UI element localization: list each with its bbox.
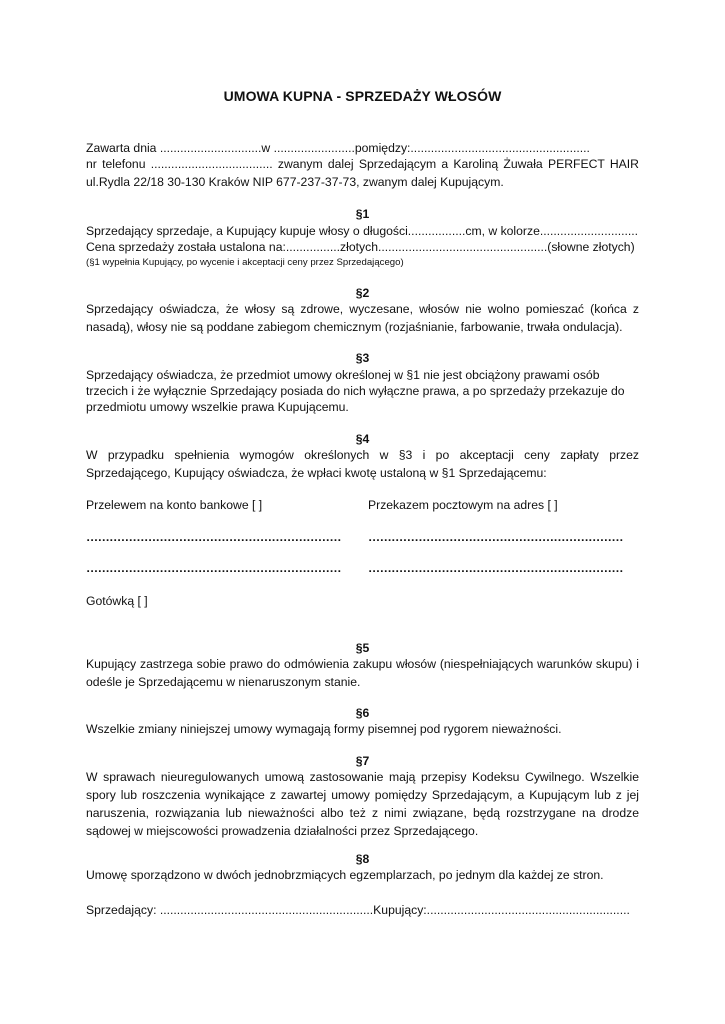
section-6-text: Wszelkie zmiany niniejszej umowy wymagają formy pisemnej pod rygorem nieważności. xyxy=(86,722,562,736)
section-5-text: Kupujący zastrzega sobie prawo do odmówienia zakupu włosów (niespełniających warunków skupu) i odeśle je Sprzedającemu w nienaruszonym stanie. xyxy=(86,657,639,689)
intro-line-1: Zawarta dnia ..............................w ........................pomiędzy:..................................................... xyxy=(86,141,590,155)
postal-address-line-1: ………………………………………………………… xyxy=(368,530,623,544)
payment-option-postal: Przekazem pocztowym na adres [ ] xyxy=(368,498,558,512)
section-6-heading: §6 xyxy=(355,706,370,720)
payment-option-cash: Gotówką [ ] xyxy=(86,594,148,608)
section-2-text: Sprzedający oświadcza, że włosy są zdrowe, wyczesane, włosów nie wolno pomieszać (końca z nasadą), włosy nie są poddane zabiegom chemicznym (rozjaśnianie, farbowanie, trwała ondulacja). xyxy=(86,302,639,334)
section-5-heading: §5 xyxy=(355,641,370,655)
section-7-heading: §7 xyxy=(355,754,370,768)
section-1-line-1: Sprzedający sprzedaje, a Kupujący kupuje włosy o długości.................cm, w kolorze............................. xyxy=(86,224,639,238)
section-3-heading: §3 xyxy=(355,351,370,365)
section-1-line-2: Cena sprzedaży została ustalona na:................złotych..................................................(słowne złotych) xyxy=(86,240,635,254)
section-3-line-2: trzecich i że wyłącznie Sprzedający posiada do nich wyłączne prawa, a po sprzedaży przekazuje do xyxy=(86,384,625,398)
intro-line-2: nr telefonu .................................... zwanym dalej Sprzedającym a Karoliną Żuwała PERFECT HAIR ul.Rydla 22/18 30-130 Kraków NIP 677-237-37-73, zwanym dalej Kupującym. xyxy=(86,157,639,189)
bank-account-line-2: ………………………………………………………… xyxy=(86,561,341,575)
section-8-text: Umowę sporządzono w dwóch jednobrzmiących egzemplarzach, po jednym dla każdej ze stron. xyxy=(86,868,604,882)
contract-page xyxy=(86,0,639,1024)
section-3-line-3: przedmiotu umowy wszelkie prawa Kupującemu. xyxy=(86,400,349,414)
section-3-line-1: Sprzedający oświadcza, że przedmiot umowy określonej w §1 nie jest obciążony prawami osób xyxy=(86,368,600,382)
section-7-text: W sprawach nieuregulowanych umową zastosowanie mają przepisy Kodeksu Cywilnego. Wszelkie spory lub roszczenia wynikające z zawartej umowy pomiędzy Sprzedającym, a Kupującym lub z jej naruszenia, rozwiązania lub nieważności albo też z nimi związane, będą rozstrzygane na drodze sądowej w miejscowości prowadzenia działalności przez Sprzedającego. xyxy=(86,770,639,838)
section-4-heading: §4 xyxy=(355,432,370,446)
postal-address-line-2: ………………………………………………………… xyxy=(368,561,623,575)
signatures-line: Sprzedający: ...............................................................Kupujący:............................................................ xyxy=(86,903,630,917)
section-1-heading: §1 xyxy=(355,207,370,221)
section-2-heading: §2 xyxy=(355,286,370,300)
section-8-heading: §8 xyxy=(355,852,370,866)
section-4-text: W przypadku spełnienia wymogów określonych w §3 i po akceptacji ceny zapłaty przez Sprzedającego, Kupujący oświadcza, że wpłaci kwotę ustaloną w §1 Sprzedającemu: xyxy=(86,448,639,480)
section-1-note: (§1 wypełnia Kupujący, po wycenie i akceptacji ceny przez Sprzedającego) xyxy=(86,257,404,268)
document-title: UMOWA KUPNA - SPRZEDAŻY WŁOSÓW xyxy=(223,88,502,104)
bank-account-line-1: ………………………………………………………… xyxy=(86,530,341,544)
payment-option-transfer: Przelewem na konto bankowe [ ] xyxy=(86,498,263,512)
